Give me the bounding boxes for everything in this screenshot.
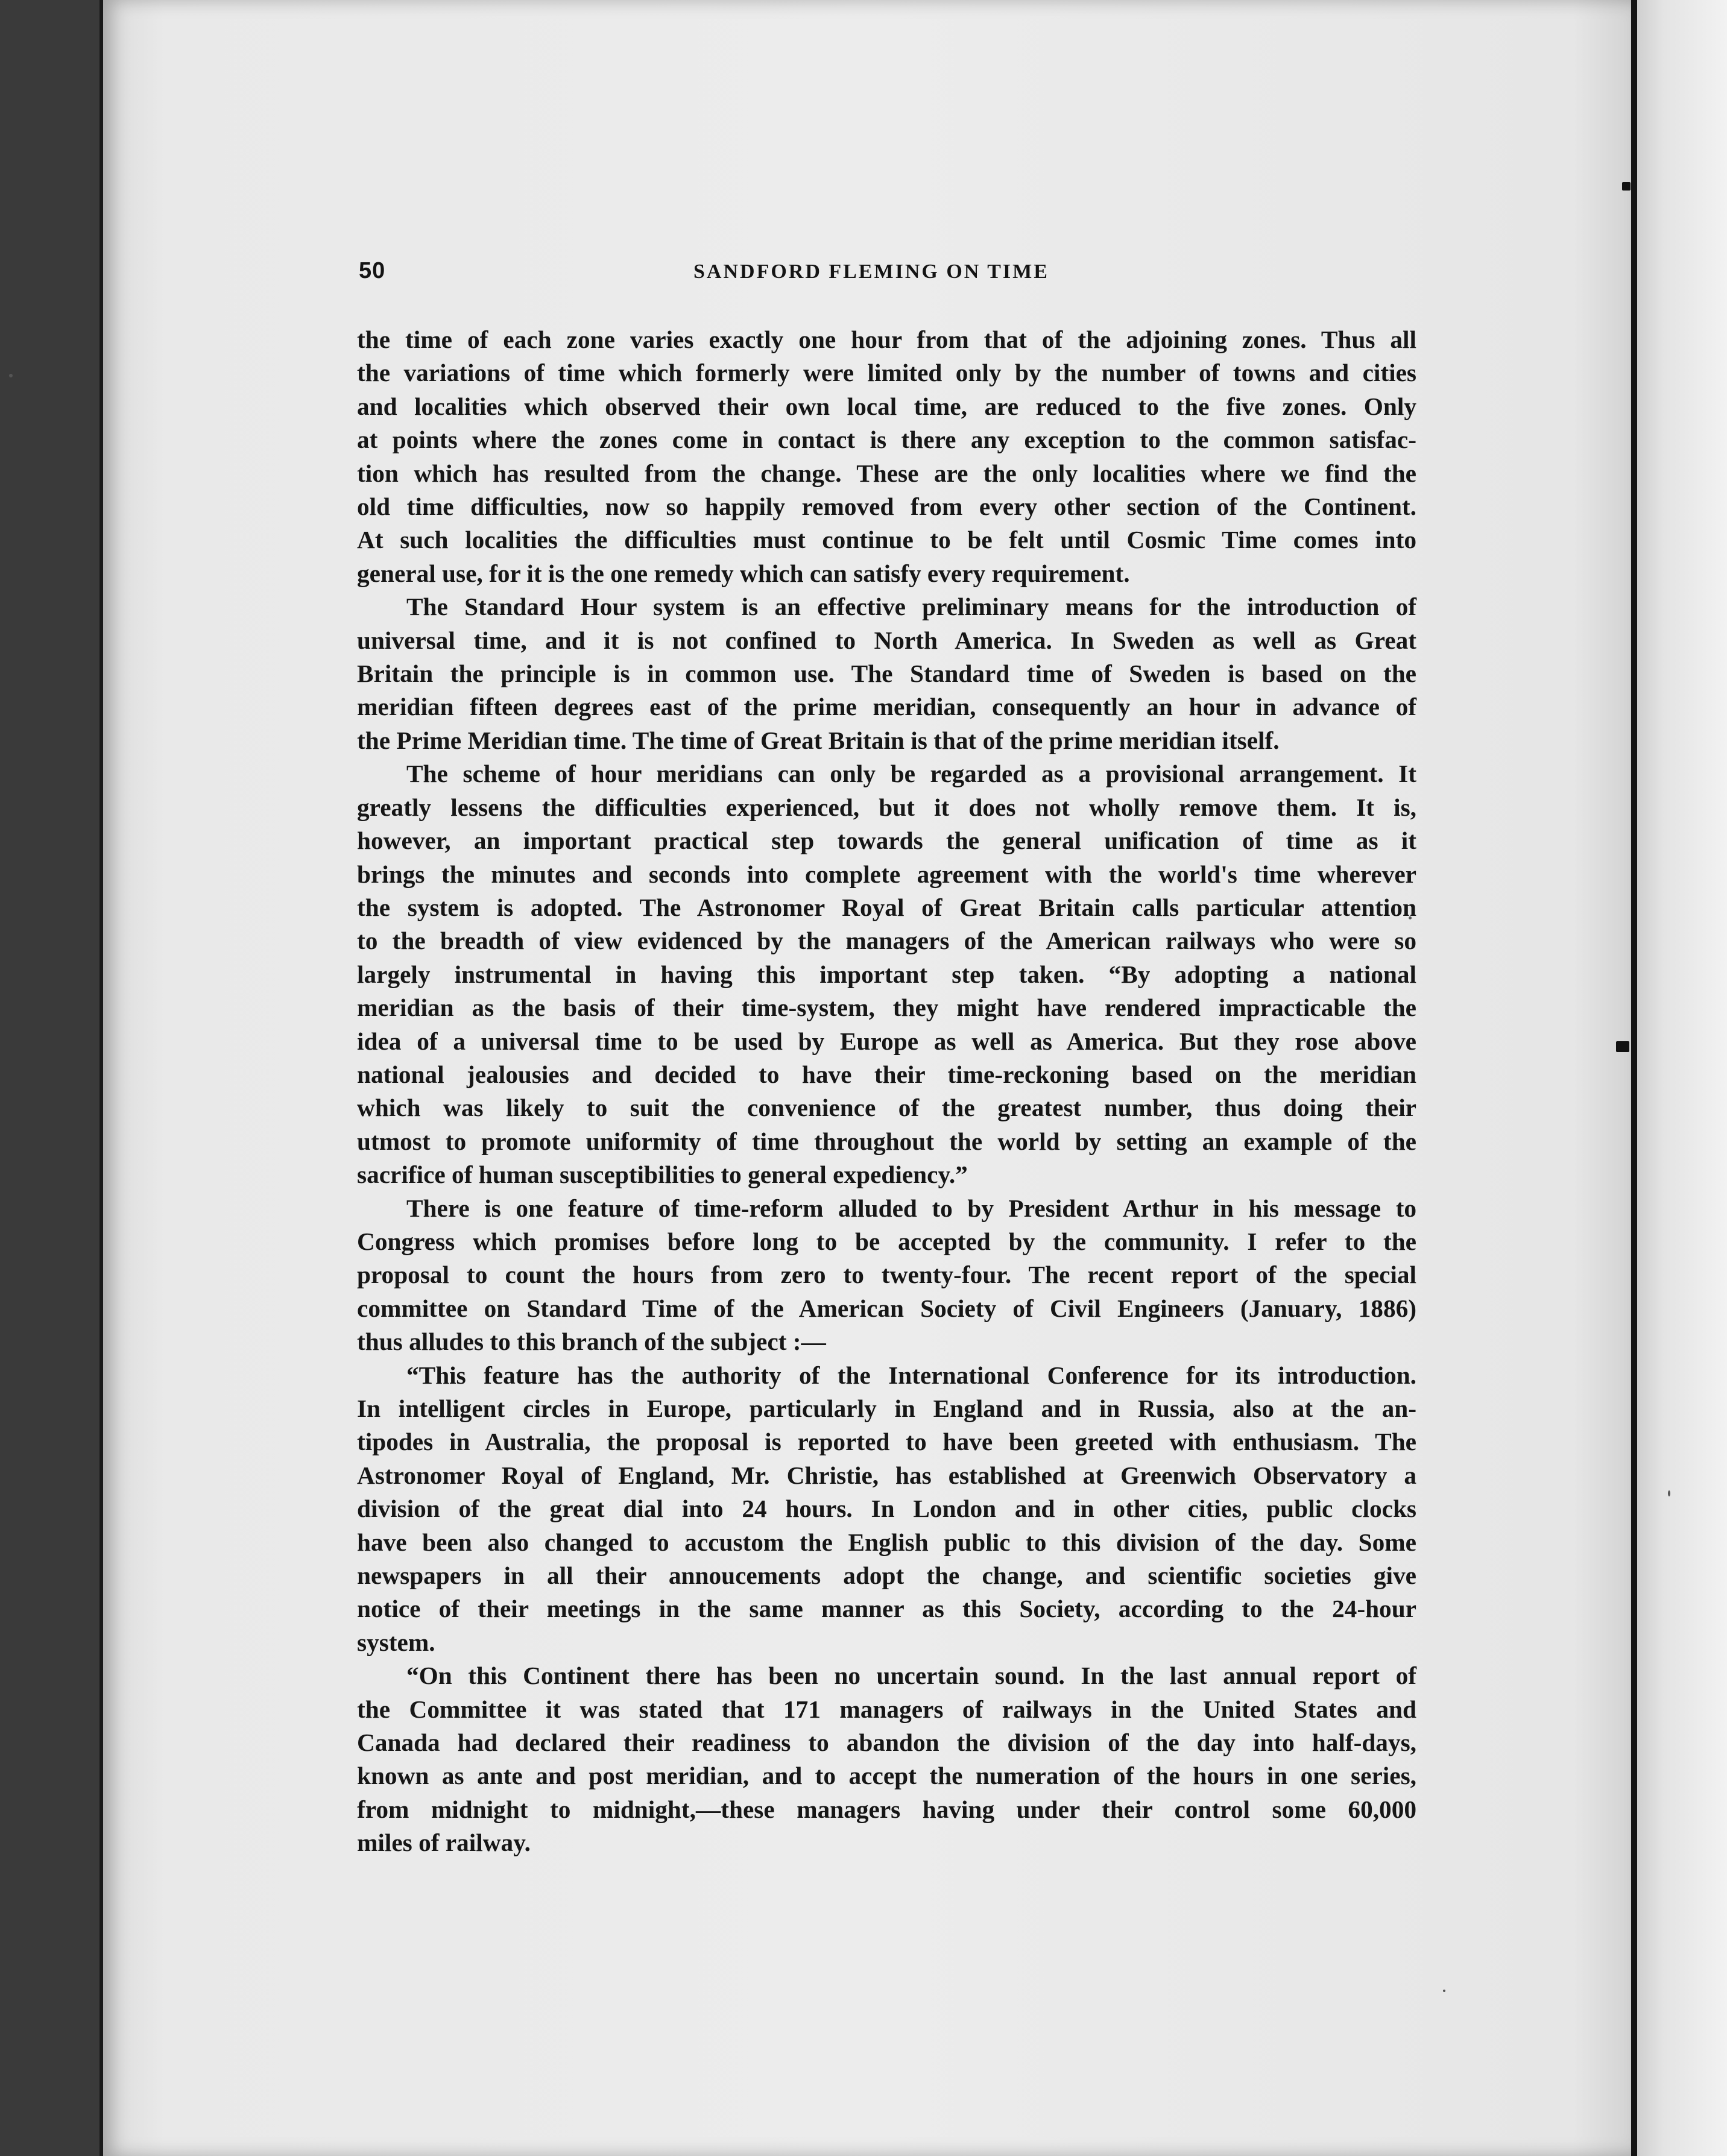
text-line: utmost to promote uniformity of time throughout the world by setting an example of the [357,1127,1416,1155]
text-line: greatly lessens the difficulties experienced, but it does not wholly remove them. It is, [357,793,1416,821]
text-line: the Committee it was stated that 171 managers of railways in the United States and [357,1695,1416,1723]
text-line: tion which has resulted from the change. These are the only localities where we find the [357,459,1416,487]
page-number: 50 [359,258,386,283]
text-line: notice of their meetings in the same manner as this Society, according to the 24-hour [357,1595,1416,1623]
text-line: brings the minutes and seconds into complete agreement with the world's time wherever [357,860,1416,888]
text-line: sacrifice of human susceptibilities to general expediency.” [357,1161,968,1189]
dust-speck [1668,1490,1670,1496]
paragraph [357,590,1416,757]
page-gutter [1631,0,1637,2156]
text-line: meridian fifteen degrees east of the prime meridian, consequently an hour in advance of [357,693,1416,721]
paragraph [357,1192,1416,1359]
text-line: miles of railway. [357,1829,531,1857]
text-line: “This feature has the authority of the International Conference for its introduction. [406,1361,1416,1389]
text-line: The scheme of hour meridians can only be regarded as a provisional arrangement. It [406,760,1416,788]
text-line: At such localities the difficulties must continue to be felt until Cosmic Time comes into [357,526,1416,554]
text-line: however, an important practical step towards the general unification of time as it [357,827,1416,855]
text-line: the Prime Meridian time. The time of Great Britain is that of the prime meridian itself. [357,726,1280,754]
text-line: idea of a universal time to be used by Europe as well as America. But they rose above [357,1027,1416,1055]
text-line: committee on Standard Time of the American Society of Civil Engineers (January, 1886) [357,1294,1416,1322]
text-line: newspapers in all their annoucements adopt the change, and scientific societies give [357,1562,1416,1590]
scan-artifact-mark [1622,182,1631,191]
text-line: national jealousies and decided to have their time-reckoning based on the meridian [357,1060,1416,1088]
text-line: which was likely to suit the convenience of the greatest number, thus doing their [357,1094,1416,1122]
text-line: system. [357,1628,435,1656]
page-header [359,258,1414,294]
dust-speck [1443,1990,1445,1992]
text-line: division of the great dial into 24 hours. In London and in other cities, public clocks [357,1495,1416,1523]
text-line: the variations of time which formerly were limited only by the number of towns and cities [357,359,1416,387]
text-line: Congress which promises before long to be accepted by the community. I refer to the [357,1227,1416,1255]
text-line: universal time, and it is not confined to North America. In Sweden as well as Great [357,626,1416,654]
body-text [357,323,1416,1860]
paragraph [357,757,1416,1191]
text-line: tipodes in Australia, the proposal is reported to have been greeted with enthusiasm. The [357,1428,1416,1456]
text-line: meridian as the basis of their time-system, they might have rendered impracticable the [357,994,1416,1022]
dust-speck [9,374,13,377]
text-line: and localities which observed their own local time, are reduced to the five zones. Only [357,392,1416,420]
paragraph [357,1359,1416,1660]
text-line: largely instrumental in having this important step taken. “By adopting a national [357,960,1416,988]
text-line: have been also changed to accustom the English public to this division of the day. Some [357,1528,1416,1556]
text-line: general use, for it is the one remedy which can satisfy every requirement. [357,559,1130,587]
text-line: “On this Continent there has been no uncertain sound. In the last annual report of [406,1662,1416,1690]
text-line: Canada had declared their readiness to abandon the division of the day into half-days, [357,1729,1416,1757]
text-line: The Standard Hour system is an effective preliminary means for the introduction of [406,593,1416,621]
text-line: the time of each zone varies exactly one hour from that of the adjoining zones. Thus all [357,326,1416,353]
text-line: to the breadth of view evidenced by the managers of the American railways who were so [357,927,1416,955]
text-line: the system is adopted. The Astronomer Royal of Great Britain calls particular attention [357,893,1416,921]
text-line: known as ante and post meridian, and to accept the numeration of the hours in one series, [357,1762,1416,1790]
text-line: at points where the zones come in contact is there any exception to the common satisfac- [357,426,1416,454]
text-line: There is one feature of time-reform alluded to by President Arthur in his message to [406,1194,1416,1222]
adjacent-page-edge [1637,0,1727,2156]
text-line: proposal to count the hours from zero to twenty-four. The recent report of the special [357,1261,1416,1289]
running-head: SANDFORD FLEMING ON TIME [693,260,1049,283]
text-line: old time difficulties, now so happily removed from every other section of the Continent. [357,493,1416,521]
text-line: Britain the principle is in common use. The Standard time of Sweden is based on the [357,660,1416,688]
text-line: Astronomer Royal of England, Mr. Christie, has established at Greenwich Observatory a [357,1461,1416,1489]
text-line: from midnight to midnight,—these managers having under their control some 60,000 [357,1795,1416,1823]
text-line: thus alludes to this branch of the subject :— [357,1328,826,1356]
scan-artifact-mark [1616,1041,1629,1052]
text-line: In intelligent circles in Europe, particularly in England and in Russia, also at the an- [357,1395,1416,1422]
paragraph [357,323,1416,590]
paragraph [357,1659,1416,1859]
